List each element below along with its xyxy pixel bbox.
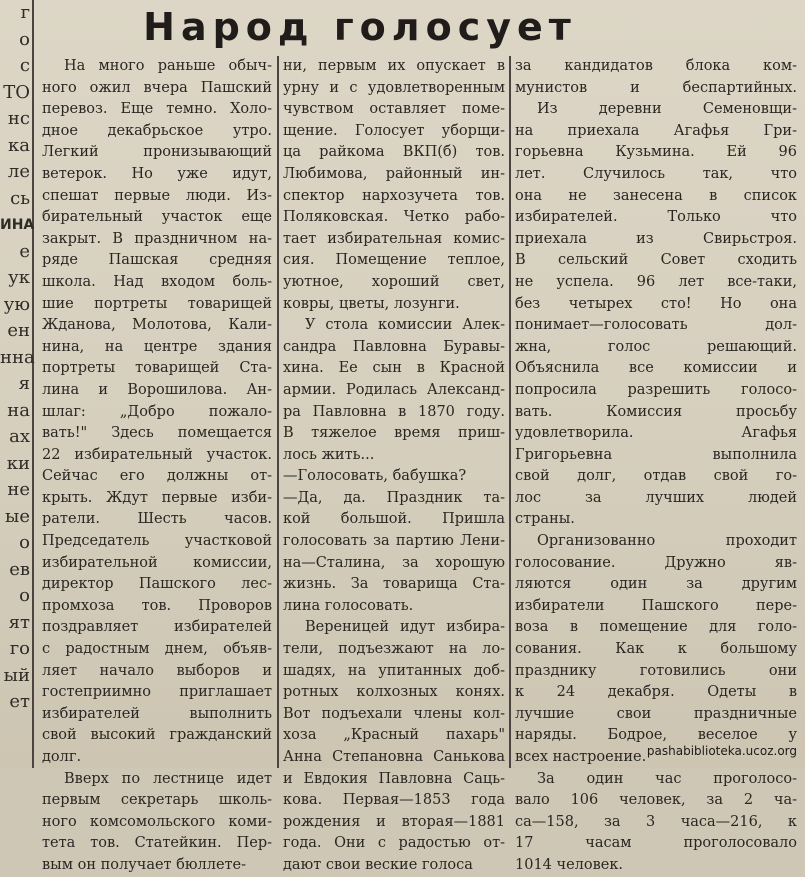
article-line: жна, голос решающий. [515,338,797,355]
article-line: поздравляет избирателей [42,619,272,636]
edge-fragment: нна [0,346,35,368]
edge-fragment: ен [7,320,30,341]
article-line: 1014 человек. [515,856,624,873]
article-line: Председатель участковой [42,533,272,550]
article-line: понимает—голосовать дол- [515,317,797,334]
article-line: Григорьевна выполнила [515,446,797,463]
article-line: избиратели Пашского пере- [515,597,797,614]
article-line: перевоз. Еще темно. Холо- [42,101,272,118]
edge-fragment: ле [7,161,30,182]
edge-fragment: ук [8,267,30,288]
article-line: урну и с удовлетворенным [283,79,505,96]
article-line: На много раньше обыч- [64,58,272,74]
edge-fragment: ую [3,293,30,315]
edge-fragment: ят [8,611,30,633]
article-line: ра Павловна в 1870 году. [283,403,505,420]
article-line: свой долг, отдав свой го- [515,468,797,485]
article-line: первым секретарь школь- [42,792,272,809]
article-line: вать. Комиссия просьбу [515,403,797,420]
edge-fragment: ах [9,426,30,447]
edge-fragment: о [19,28,30,50]
article-line: рождения и вторая—1881 [283,813,505,830]
article-line: лос за лучших людей [515,489,797,506]
article-line: сия. Помещение теплое, [283,252,505,269]
article-line: всех настроение. [515,749,647,765]
edge-fragment: го [9,638,30,659]
article-line: сандра Павловна Буравы- [283,338,505,355]
article-line: горьевна Кузьмина. Ей 96 [515,144,797,161]
article-line: спешат первые люди. Из- [42,187,272,204]
article-line: празднику готовились они [515,662,797,679]
article-line: сования. Как к большому [515,641,797,658]
article-line: ротных колхозных конях. [283,684,505,701]
article-line: избирателей. Только что [515,209,797,226]
article-line: Анна Степановна Санькова [283,749,505,765]
article-line: ляет начало выборов и [42,662,272,679]
article-line: избирателей выполнить [42,705,272,722]
article-line: жизнь. За товарища Ста- [283,576,505,593]
article-line: Сейчас его должны от- [42,468,272,485]
article-line: гостеприимно приглашает [42,684,272,701]
article-line: —Да, да. Праздник та- [283,489,505,506]
edge-fragment: я [18,373,30,394]
article-line: Поляковская. Четко рабо- [283,209,505,226]
headline: Народ голосует [143,5,577,49]
article-line: 22 избирательный участок. [42,446,272,463]
article-line: к 24 декабря. Одеты в [515,684,797,701]
article-line: без четырех сто! Но она [515,295,797,312]
article-line: свой высокий гражданский [42,727,272,744]
edge-fragment: ки [6,452,30,474]
edge-fragment: сь [10,187,30,209]
article-line: не успела. 96 лет все-таки, [515,273,797,290]
edge-fragment: ка [8,134,30,156]
article-line: Жданова, Молотова, Кали- [42,317,272,334]
article-line: лось жить... [283,446,375,463]
article-line: ного ожил вчера Пашский [42,79,272,96]
article-line: на приехала Агафья Гри- [515,122,797,139]
article-line: страны. [515,511,575,528]
edge-fragment: с [19,55,30,76]
article-line: Любимова, районный ин- [283,165,505,182]
edge-fragment: нс [7,108,30,129]
article-line: крыть. Ждут первые изби- [42,489,272,506]
article-line: нина, на центре здания [42,338,272,355]
article-line: лучшие свои праздничные [515,705,797,722]
article-line: чувством оставляет поме- [283,101,505,118]
article-line: хоза „Красный пахарь" [283,727,505,744]
article-line: кова. Первая—1853 года [283,792,505,809]
article-line: кой большой. Пришла [283,511,505,528]
article-line: лина и Ворошилова. Ан- [42,381,272,398]
edge-fragment: г [20,2,30,23]
article-line: долг. [42,749,82,765]
article-line: ляются один за другим [515,576,797,593]
article-line: армии. Родилась Александ- [283,381,505,398]
site-watermark: pashabiblioteka.ucoz.org [646,744,797,758]
article-line: тета тов. Статейкин. Пер- [42,835,272,852]
article-line: ного комсомольского коми- [42,813,272,830]
article-line: За один час проголосо- [537,770,797,787]
article-line: на—Сталина, за хорошую [283,554,505,571]
article-line: ца райкома ВКП(б) тов. [283,144,505,161]
article-line: голосовать за партию Лени- [283,533,505,550]
article-line: спектор нархозучета тов. [283,187,505,204]
column-rule [277,56,279,768]
edge-fragment: ый [3,664,30,686]
article-line: директор Пашского лес- [42,576,272,593]
article-line: Вот подъехали члены кол- [283,705,505,722]
article-line: Вереницей идут избира- [305,619,505,636]
article-line: избирательной комиссии, [42,554,272,571]
article-line: уютное, хороший свет, [283,273,505,290]
article-line: вало 106 человек, за 2 ча- [515,792,797,809]
article-line: вать!" Здесь помещается [42,425,272,442]
article-line: тели, подъезжают на ло- [283,641,505,658]
article-line: щение. Голосует уборщи- [283,122,505,139]
article-line: она не занесена в список [515,187,797,204]
edge-fragment: ТО [3,81,30,103]
edge-fragment: о [19,532,30,553]
article-column-1 [42,56,272,873]
article-line: ряде Пашская средняя [42,252,272,269]
article-column-2 [283,56,505,873]
article-line: В сельский Совет сходить [515,252,797,269]
article-line: ковры, цветы, лозунги. [283,295,460,312]
edge-fragment: ые [5,505,30,527]
article-line: ветерок. Но уже идут, [42,165,272,182]
article-line: хина. Ее сын в Красной [283,360,505,377]
article-column-3 [515,56,797,873]
article-line: —Голосовать, бабушка? [283,468,467,485]
article-line: Легкий пронизывающий [42,144,272,161]
article-line: воза в помещение для голо- [515,619,797,636]
edge-fragment: на [7,399,30,421]
article-line: шадях, на упитанных доб- [283,662,505,679]
edge-fragment: е [19,240,30,262]
article-line: приехала из Свирьстроя. [515,230,797,247]
article-line: Вверх по лестнице идет [64,770,272,787]
edge-fragment: ет [9,691,30,712]
article-line: наряды. Бодрое, веселое у [515,727,797,744]
column-rule [509,56,511,768]
article-line: промхоза тов. Проворов [42,597,272,614]
article-line: удовлетворила. Агафья [515,425,797,442]
article-line: дают свои веские голоса [283,856,473,873]
article-line: Объяснила все комиссии и [515,360,797,377]
article-line: лина голосовать. [283,597,414,614]
article-line: портреты товарищей Ста- [42,360,272,377]
edge-fragment: ев [9,558,30,580]
article-line: тает избирательная комис- [283,230,505,247]
article-line: У стола комиссии Алек- [305,317,505,334]
edge-fragment: не [7,479,30,500]
previous-column-edge [0,0,34,768]
article-line: голосование. Дружно яв- [515,554,797,571]
edge-fragment: о [19,585,30,606]
article-line: шие портреты товарищей [42,295,272,312]
article-line: Организованно проходит [537,533,797,550]
article-line: ратели. Шесть часов. [42,511,272,528]
article-line: с радостным днем, объяв- [42,641,272,658]
article-line: Из деревни Семеновщи- [537,101,797,118]
article-line: лет. Случилось так, что [515,165,797,182]
article-line: мунистов и беспартийных. [515,79,797,96]
article-line: дное декабрьское утро. [42,122,272,139]
article-line: шлаг: „Добро пожало- [42,403,272,420]
article-line: 17 часам проголосовало [515,835,797,852]
article-line: и Евдокия Павловна Саць- [283,770,505,787]
article-line: ни, первым их опускает в [283,58,505,74]
article-line: бирательный участок еще [42,209,272,226]
article-line: года. Они с радостью от- [283,835,505,852]
article-line: вым он получает бюллете- [42,856,247,873]
edge-fragment: ИНА [0,217,35,233]
article-line: закрыт. В праздничном на- [42,230,272,247]
article-line: попросила разрешить голосо- [515,381,797,398]
article-line: са—158, за 3 часа—216, к [515,813,797,830]
article-line: за кандидатов блока ком- [515,58,797,74]
article-line: школа. Над входом боль- [42,273,272,290]
article-line: В тяжелое время приш- [283,425,505,442]
